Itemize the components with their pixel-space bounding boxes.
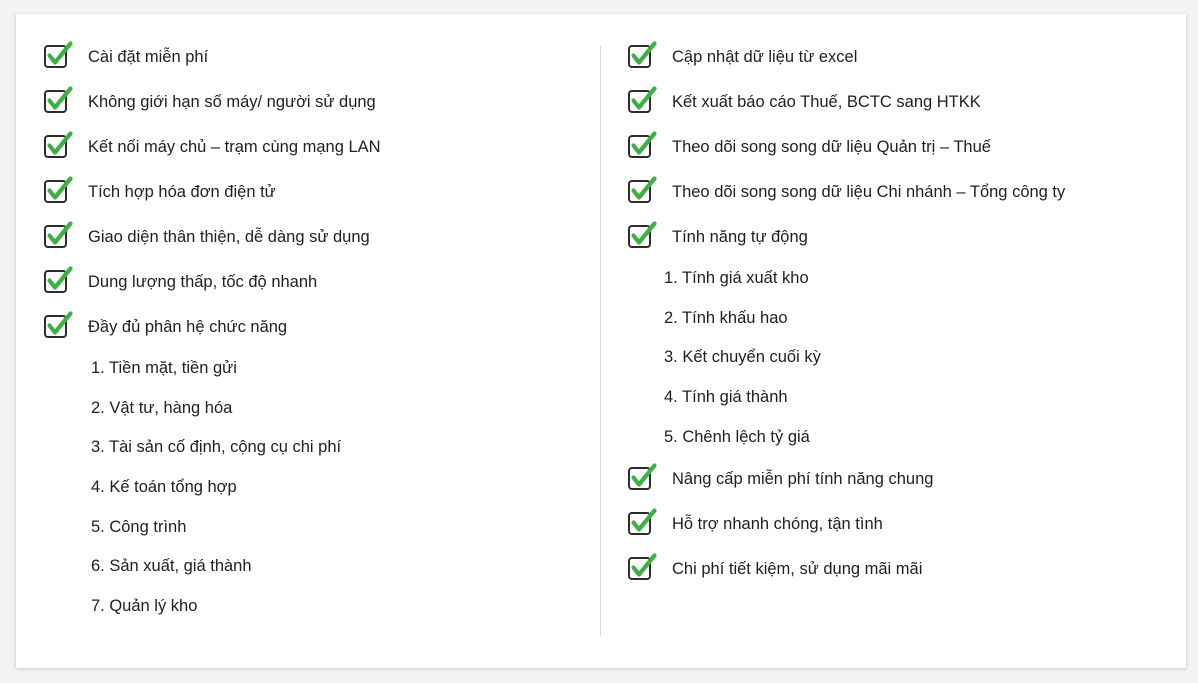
feature-label: Giao diện thân thiện, dễ dàng sử dụng	[88, 228, 370, 246]
green-checkmark-box-icon	[627, 130, 657, 160]
green-checkmark-box-icon	[43, 40, 73, 70]
sub-list-item: 2. Tính khấu hao	[664, 308, 788, 327]
feature-label: Theo dõi song song dữ liệu Quản trị – Thuế	[672, 138, 991, 156]
green-checkmark-box-icon	[627, 507, 657, 537]
sub-list-container	[43, 354, 583, 632]
sub-list-item: 3. Kết chuyển cuối kỳ	[664, 348, 821, 367]
column-divider	[600, 46, 601, 636]
feature-card	[16, 14, 1186, 668]
sub-list-item: 2. Vật tư, hàng hóa	[91, 398, 233, 417]
feature-list-right	[627, 40, 1167, 597]
feature-label: Nâng cấp miễn phí tính năng chung	[672, 470, 934, 489]
green-checkmark-box-icon	[627, 552, 657, 582]
feature-label: Kết nối máy chủ – trạm cùng mạng LAN	[88, 138, 381, 156]
feature-item	[627, 462, 1167, 507]
feature-item	[627, 40, 1167, 85]
sub-list-item: 1. Tính giá xuất kho	[664, 269, 809, 287]
feature-item	[627, 220, 1167, 265]
sub-list-item: 3. Tài sản cố định, cộng cụ chi phí	[91, 438, 342, 457]
green-checkmark-box-icon	[627, 220, 657, 250]
green-checkmark-box-icon	[43, 175, 73, 205]
sub-list-item: 6. Sản xuất, giá thành	[91, 557, 252, 576]
feature-item	[627, 130, 1167, 175]
green-checkmark-box-icon	[627, 40, 657, 70]
sub-list-item: 5. Chênh lệch tỷ giá	[664, 427, 810, 446]
feature-label: Chi phí tiết kiệm, sử dụng mãi mãi	[672, 560, 923, 579]
green-checkmark-box-icon	[627, 85, 657, 115]
feature-label: Cài đặt miễn phí	[88, 48, 209, 66]
feature-label: Tích hợp hóa đơn điện tử	[88, 183, 276, 201]
feature-label: Kết xuất báo cáo Thuế, BCTC sang HTKK	[672, 93, 981, 111]
feature-item	[43, 220, 583, 265]
feature-item	[627, 507, 1167, 552]
feature-label: Đầy đủ phân hệ chức năng	[88, 318, 288, 336]
feature-item	[43, 130, 583, 175]
green-checkmark-box-icon	[43, 130, 73, 160]
sub-list-item: 4. Kế toán tổng hợp	[91, 478, 237, 497]
green-checkmark-box-icon	[43, 85, 73, 115]
green-checkmark-box-icon	[627, 175, 657, 205]
sub-list-item: 5. Công trình	[91, 517, 187, 536]
sub-list-item: 1. Tiền mặt, tiền gửi	[91, 359, 237, 377]
feature-label: Tính năng tự động	[672, 228, 808, 246]
sub-list-item: 4. Tính giá thành	[664, 388, 788, 407]
feature-label: Không giới hạn số máy/ người sử dụng	[88, 93, 376, 111]
feature-item	[43, 40, 583, 85]
feature-item	[43, 85, 583, 130]
green-checkmark-box-icon	[43, 220, 73, 250]
feature-label: Theo dõi song song dữ liệu Chi nhánh – Tổng công ty	[672, 183, 1066, 201]
green-checkmark-box-icon	[43, 310, 73, 340]
feature-item	[627, 175, 1167, 220]
feature-label: Hỗ trợ nhanh chóng, tận tình	[672, 515, 883, 534]
feature-item	[43, 310, 583, 355]
sub-list-item: 7. Quản lý kho	[91, 597, 198, 616]
feature-item	[627, 552, 1167, 597]
feature-item	[43, 175, 583, 220]
feature-label: Dung lượng thấp, tốc độ nhanh	[88, 273, 318, 291]
feature-label: Cập nhật dữ liệu từ excel	[672, 48, 858, 66]
module-sub-list	[43, 354, 583, 632]
green-checkmark-box-icon	[43, 265, 73, 295]
automation-sub-list	[627, 264, 1167, 462]
green-checkmark-box-icon	[627, 462, 657, 492]
feature-list-left	[43, 40, 583, 632]
feature-item	[627, 85, 1167, 130]
feature-item	[43, 265, 583, 310]
sub-list-container	[627, 264, 1167, 462]
